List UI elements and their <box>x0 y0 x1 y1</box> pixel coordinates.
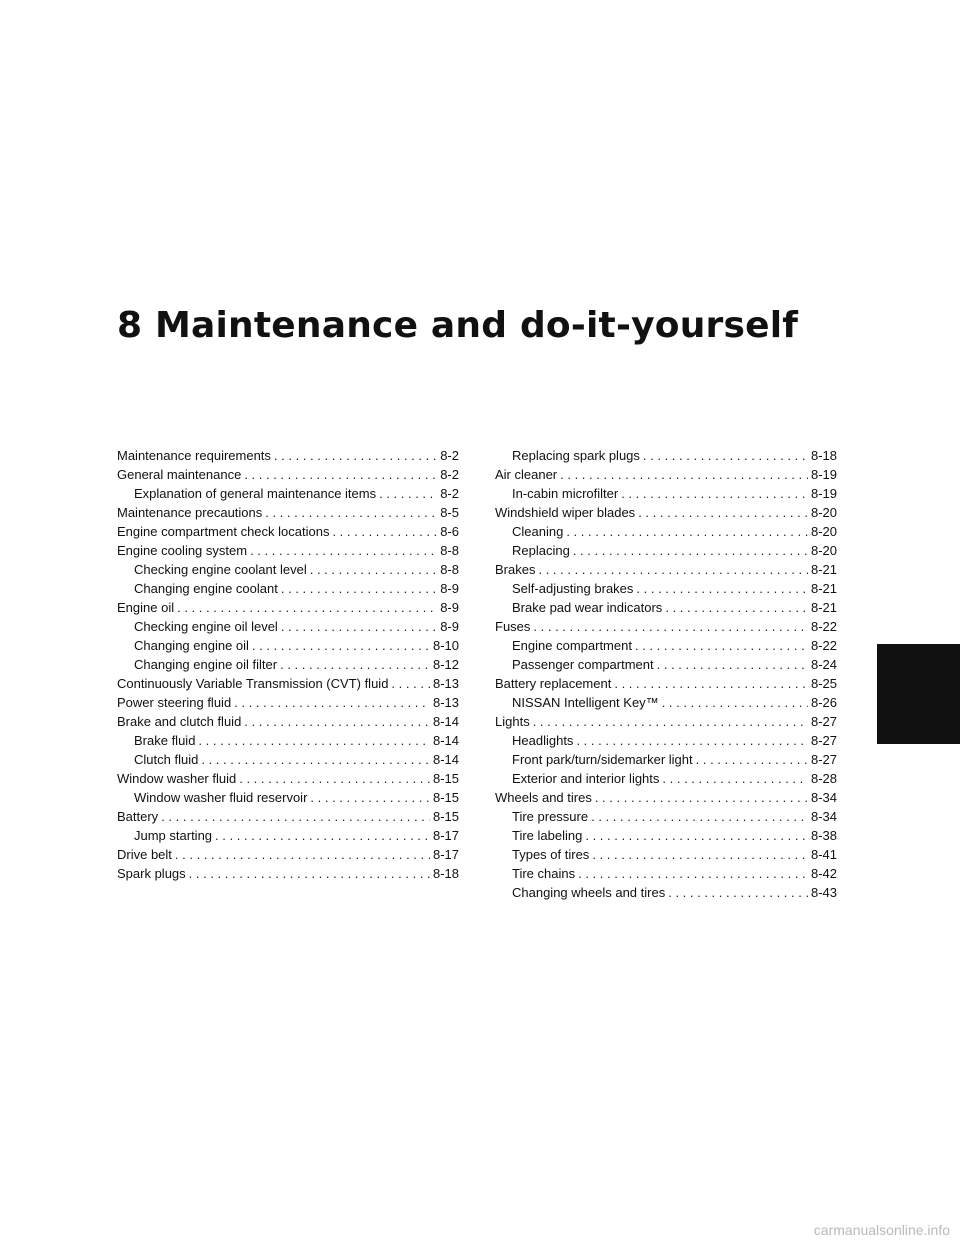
toc-entry-title: Window washer fluid reservoir <box>134 790 308 805</box>
toc-entry[interactable] <box>495 693 837 712</box>
dot-leader <box>662 769 808 788</box>
toc-entry[interactable] <box>495 579 837 598</box>
dot-leader <box>533 617 808 636</box>
dot-leader <box>310 788 430 807</box>
toc-entry-page: 8-41 <box>810 847 837 862</box>
dot-leader <box>657 655 808 674</box>
dot-leader <box>566 522 808 541</box>
toc-entry[interactable] <box>117 693 459 712</box>
toc-entry[interactable] <box>117 598 459 617</box>
toc-entry-title: Engine oil <box>117 600 175 615</box>
toc-entry-page: 8-5 <box>440 505 459 520</box>
toc-entry-page: 8-9 <box>440 600 459 615</box>
toc-entry[interactable] <box>495 883 837 902</box>
toc-entry-page: 8-25 <box>810 676 837 691</box>
toc-entry-page: 8-38 <box>810 828 837 843</box>
toc-entry[interactable] <box>117 750 459 769</box>
toc-entry-page: 8-15 <box>432 809 459 824</box>
toc-left-column <box>117 446 459 883</box>
dot-leader <box>177 598 437 617</box>
dot-leader <box>638 503 808 522</box>
toc-entry-page: 8-24 <box>810 657 837 672</box>
dot-leader <box>391 674 430 693</box>
toc-entry-title: Tire chains <box>512 866 576 881</box>
toc-entry-page: 8-26 <box>810 695 837 710</box>
toc-entry[interactable] <box>495 769 837 788</box>
dot-leader <box>244 712 430 731</box>
dot-leader <box>161 807 430 826</box>
toc-entry-page: 8-9 <box>440 619 459 634</box>
toc-entry[interactable] <box>495 617 837 636</box>
toc-entry-page: 8-20 <box>810 505 837 520</box>
toc-entry-title: Windshield wiper blades <box>495 505 636 520</box>
toc-entry-title: Brakes <box>495 562 536 577</box>
toc-entry-title: Air cleaner <box>495 467 558 482</box>
dot-leader <box>662 693 808 712</box>
toc-entry-page: 8-21 <box>810 600 837 615</box>
toc-entry-title: Drive belt <box>117 847 172 862</box>
toc-entry-title: Continuously Variable Transmission (CVT) fluid <box>117 676 389 691</box>
dot-leader <box>533 712 808 731</box>
toc-entry[interactable] <box>495 826 837 845</box>
toc-entry[interactable] <box>495 864 837 883</box>
dot-leader <box>668 883 808 902</box>
dot-leader <box>175 845 430 864</box>
dot-leader <box>595 788 808 807</box>
toc-entry[interactable] <box>495 598 837 617</box>
toc-entry[interactable] <box>495 788 837 807</box>
dot-leader <box>201 750 430 769</box>
toc-entry[interactable] <box>495 712 837 731</box>
toc-entry-title: Engine cooling system <box>117 543 248 558</box>
toc-entry-title: Types of tires <box>512 847 590 862</box>
toc-entry[interactable] <box>495 731 837 750</box>
dot-leader <box>591 807 808 826</box>
dot-leader <box>696 750 808 769</box>
toc-entry-page: 8-6 <box>440 524 459 539</box>
toc-entry[interactable] <box>117 845 459 864</box>
toc-entry-page: 8-12 <box>432 657 459 672</box>
toc-entry[interactable] <box>117 807 459 826</box>
toc-entry[interactable] <box>117 674 459 693</box>
toc-entry-page: 8-2 <box>440 486 459 501</box>
toc-entry-title: Changing wheels and tires <box>512 885 666 900</box>
toc-entry-page: 8-21 <box>810 581 837 596</box>
toc-entry[interactable] <box>117 465 459 484</box>
toc-entry-page: 8-19 <box>810 467 837 482</box>
toc-entry-title: Cleaning <box>512 524 564 539</box>
toc-entry-page: 8-27 <box>810 714 837 729</box>
dot-leader <box>234 693 430 712</box>
toc-entry-title: Battery replacement <box>495 676 612 691</box>
toc-entry-title: Power steering fluid <box>117 695 232 710</box>
toc-entry[interactable] <box>495 503 837 522</box>
toc-entry-title: Brake pad wear indicators <box>512 600 663 615</box>
toc-entry-title: Changing engine coolant <box>134 581 278 596</box>
toc-entry-title: Lights <box>495 714 530 729</box>
dot-leader <box>265 503 437 522</box>
toc-entry[interactable] <box>495 465 837 484</box>
toc-entry[interactable] <box>117 579 459 598</box>
toc-entry[interactable] <box>117 655 459 674</box>
toc-entry-title: Changing engine oil filter <box>134 657 278 672</box>
toc-entry-title: Tire pressure <box>512 809 589 824</box>
toc-entry-page: 8-22 <box>810 619 837 634</box>
toc-entry-title: Self-adjusting brakes <box>512 581 634 596</box>
toc-entry-page: 8-20 <box>810 543 837 558</box>
toc-entry-title: Maintenance requirements <box>117 448 271 463</box>
dot-leader <box>189 864 430 883</box>
dot-leader <box>244 465 437 484</box>
toc-entry[interactable] <box>495 446 837 465</box>
toc-entry-page: 8-28 <box>810 771 837 786</box>
dot-leader <box>252 636 430 655</box>
toc-entry-page: 8-13 <box>432 676 459 691</box>
toc-entry-page: 8-18 <box>432 866 459 881</box>
dot-leader <box>310 560 437 579</box>
toc-entry[interactable] <box>495 807 837 826</box>
toc-entry[interactable] <box>495 750 837 769</box>
toc-entry[interactable] <box>117 503 459 522</box>
toc-entry-title: Engine compartment check locations <box>117 524 330 539</box>
toc-entry[interactable] <box>495 845 837 864</box>
toc-entry-title: Front park/turn/sidemarker light <box>512 752 693 767</box>
toc-entry-page: 8-27 <box>810 733 837 748</box>
dot-leader <box>621 484 808 503</box>
toc-entry[interactable] <box>117 636 459 655</box>
toc-entry-page: 8-18 <box>810 448 837 463</box>
toc-entry[interactable] <box>495 484 837 503</box>
toc-entry-page: 8-43 <box>810 885 837 900</box>
toc-entry-title: Wheels and tires <box>495 790 592 805</box>
dot-leader <box>578 864 808 883</box>
toc-entry-title: Clutch fluid <box>134 752 199 767</box>
dot-leader <box>239 769 430 788</box>
toc-entry-title: Engine compartment <box>512 638 632 653</box>
toc-entry-title: Checking engine oil level <box>134 619 278 634</box>
toc-entry-title: Maintenance precautions <box>117 505 263 520</box>
toc-entry-page: 8-8 <box>440 562 459 577</box>
toc-entry-title: Changing engine oil <box>134 638 249 653</box>
toc-entry-title: Headlights <box>512 733 574 748</box>
toc-entry[interactable] <box>495 636 837 655</box>
toc-entry[interactable] <box>117 541 459 560</box>
dot-leader <box>665 598 808 617</box>
toc-entry-page: 8-19 <box>810 486 837 501</box>
toc-entry-title: In-cabin microfilter <box>512 486 619 501</box>
toc-entry-title: Spark plugs <box>117 866 186 881</box>
toc-entry-page: 8-22 <box>810 638 837 653</box>
toc-entry-page: 8-34 <box>810 809 837 824</box>
toc-entry-title: Brake fluid <box>134 733 196 748</box>
dot-leader <box>592 845 808 864</box>
toc-entry-page: 8-21 <box>810 562 837 577</box>
toc-entry-page: 8-20 <box>810 524 837 539</box>
toc-entry-title: General maintenance <box>117 467 242 482</box>
toc-entry-title: NISSAN Intelligent Key™ <box>512 695 659 710</box>
dot-leader <box>635 636 808 655</box>
toc-entry-page: 8-2 <box>440 448 459 463</box>
dot-leader <box>250 541 437 560</box>
dot-leader <box>643 446 808 465</box>
toc-entry-page: 8-2 <box>440 467 459 482</box>
watermark: carmanualsonline.info <box>813 1222 950 1238</box>
toc-entry[interactable] <box>495 522 837 541</box>
dot-leader <box>379 484 437 503</box>
toc-entry-page: 8-34 <box>810 790 837 805</box>
dot-leader <box>274 446 437 465</box>
dot-leader <box>280 655 430 674</box>
toc-entry[interactable] <box>117 522 459 541</box>
toc-entry[interactable] <box>117 864 459 883</box>
toc-entry[interactable] <box>117 484 459 503</box>
toc-entry[interactable] <box>117 617 459 636</box>
toc-entry-page: 8-15 <box>432 771 459 786</box>
toc-entry-title: Checking engine coolant level <box>134 562 307 577</box>
toc-entry-page: 8-14 <box>432 733 459 748</box>
toc-entry-page: 8-42 <box>810 866 837 881</box>
chapter-thumb-tab <box>877 644 960 744</box>
dot-leader <box>560 465 808 484</box>
toc-entry-title: Exterior and interior lights <box>512 771 660 786</box>
toc-entry-title: Window washer fluid <box>117 771 237 786</box>
toc-entry[interactable] <box>495 674 837 693</box>
toc-entry-title: Replacing <box>512 543 570 558</box>
toc-entry-page: 8-15 <box>432 790 459 805</box>
dot-leader <box>538 560 808 579</box>
toc-entry[interactable] <box>117 826 459 845</box>
toc-entry[interactable] <box>495 541 837 560</box>
toc-entry[interactable] <box>117 788 459 807</box>
toc-entry-page: 8-14 <box>432 752 459 767</box>
chapter-title: 8 Maintenance and do-it-yourself <box>117 305 799 346</box>
toc-entry-title: Fuses <box>495 619 531 634</box>
dot-leader <box>614 674 808 693</box>
toc-entry[interactable] <box>495 560 837 579</box>
toc-entry-title: Passenger compartment <box>512 657 654 672</box>
dot-leader <box>215 826 430 845</box>
dot-leader <box>281 579 437 598</box>
dot-leader <box>332 522 437 541</box>
dot-leader <box>576 731 808 750</box>
toc-entry[interactable] <box>117 712 459 731</box>
toc-entry-page: 8-27 <box>810 752 837 767</box>
toc-entry-title: Brake and clutch fluid <box>117 714 242 729</box>
toc-entry[interactable] <box>117 731 459 750</box>
toc-entry-page: 8-8 <box>440 543 459 558</box>
toc-entry-title: Explanation of general maintenance items <box>134 486 377 501</box>
toc-entry-title: Battery <box>117 809 159 824</box>
toc-entry-page: 8-14 <box>432 714 459 729</box>
toc-entry[interactable] <box>117 446 459 465</box>
toc-entry-title: Jump starting <box>134 828 213 843</box>
toc-entry[interactable] <box>117 560 459 579</box>
dot-leader <box>585 826 808 845</box>
toc-entry-title: Replacing spark plugs <box>512 448 640 463</box>
toc-entry[interactable] <box>117 769 459 788</box>
dot-leader <box>636 579 808 598</box>
toc-entry-page: 8-10 <box>432 638 459 653</box>
dot-leader <box>573 541 808 560</box>
toc-entry-page: 8-17 <box>432 828 459 843</box>
dot-leader <box>281 617 437 636</box>
toc-entry-page: 8-13 <box>432 695 459 710</box>
toc-entry-title: Tire labeling <box>512 828 583 843</box>
toc-right-column <box>495 446 837 902</box>
dot-leader <box>198 731 430 750</box>
toc-entry-page: 8-17 <box>432 847 459 862</box>
toc-entry-page: 8-9 <box>440 581 459 596</box>
toc-entry[interactable] <box>495 655 837 674</box>
